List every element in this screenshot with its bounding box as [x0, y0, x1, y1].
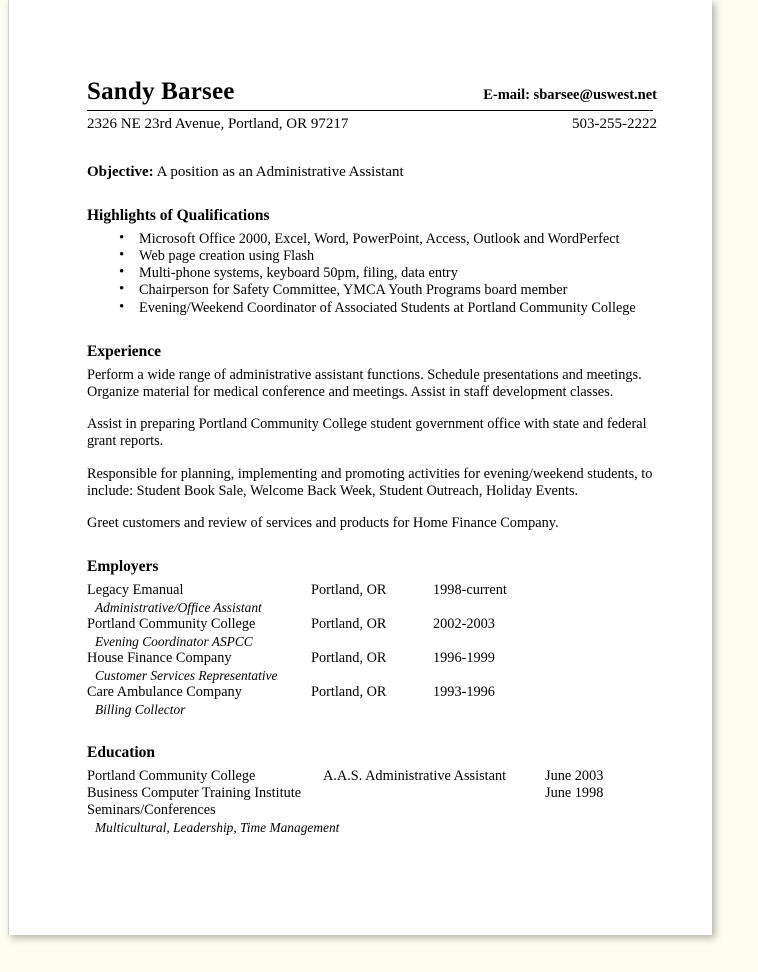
employer-name: House Finance Company	[87, 650, 232, 667]
education-list	[87, 768, 657, 836]
candidate-address: 2326 NE 23rd Avenue, Portland, OR 97217	[87, 115, 349, 132]
objective-label: Objective:	[87, 163, 154, 180]
employer-location: Portland, OR	[311, 582, 387, 599]
list-item: • Evening/Weekend Coordinator of Associated Students at Portland Community College	[87, 300, 657, 317]
section-heading-education: Education	[87, 744, 156, 762]
employer-location: Portland, OR	[311, 650, 387, 667]
table-row	[87, 616, 657, 633]
employer-dates: 1993-1996	[433, 684, 495, 701]
education-date	[545, 802, 655, 819]
candidate-phone: 503-255-2222	[572, 115, 657, 132]
highlights-list	[87, 231, 657, 317]
employer-job-title: Evening Coordinator ASPCC	[95, 634, 253, 650]
employer-entry	[87, 616, 657, 650]
employer-job-title: Administrative/Office Assistant	[95, 600, 262, 616]
table-row	[87, 650, 657, 667]
experience-paragraph: Greet customers and review of services and products for Home Finance Company.	[87, 514, 559, 531]
employer-entry	[87, 582, 657, 616]
section-heading-highlights: Highlights of Qualifications	[87, 206, 270, 224]
section-heading-experience: Experience	[87, 342, 162, 360]
list-item: • Multi-phone systems, keyboard 50pm, filing, data entry	[87, 265, 657, 282]
employer-entry	[87, 684, 657, 718]
candidate-email: E-mail: sbarsee@uswest.net	[483, 87, 657, 103]
education-seminars-note: Multicultural, Leadership, Time Management	[95, 820, 340, 836]
employer-location: Portland, OR	[311, 684, 387, 701]
table-row	[87, 582, 657, 599]
table-row	[87, 802, 657, 819]
employer-name: Portland Community College	[87, 616, 256, 633]
experience-paragraph: Responsible for planning, implementing and promoting activities for evening/weekend students, to include: Student Book Sale, Welcome Back Week, Student Outreach, Holiday Events.	[87, 465, 653, 499]
list-item: • Microsoft Office 2000, Excel, Word, PowerPoint, Access, Outlook and WordPerfect	[87, 231, 657, 248]
header-divider	[87, 110, 653, 111]
experience-body	[87, 367, 657, 532]
education-date: June 2003	[545, 768, 604, 785]
education-school: Seminars/Conferences	[87, 802, 216, 819]
employer-name: Care Ambulance Company	[87, 684, 242, 701]
education-date: June 1998	[545, 785, 604, 802]
objective-text: A position as an Administrative Assistant	[156, 163, 404, 180]
objective-line	[87, 164, 657, 181]
employer-dates: 1996-1999	[433, 650, 495, 667]
education-school: Business Computer Training Institute	[87, 785, 302, 802]
resume-page	[8, 0, 712, 935]
resume-content	[87, 78, 657, 836]
employer-job-title: Billing Collector	[95, 702, 186, 718]
resume-header	[87, 78, 657, 107]
education-school: Portland Community College	[87, 768, 256, 785]
employer-dates: 2002-2003	[433, 616, 495, 633]
section-heading-employers: Employers	[87, 558, 159, 576]
employer-name: Legacy Emanual	[87, 582, 184, 599]
table-row	[87, 768, 657, 785]
education-degree: A.A.S. Administrative Assistant	[323, 768, 507, 785]
employer-job-title: Customer Services Representative	[95, 668, 278, 684]
list-item: • Chairperson for Safety Committee, YMCA Youth Programs board member	[87, 282, 657, 299]
employers-list	[87, 582, 657, 718]
employer-entry	[87, 650, 657, 684]
list-item: • Web page creation using Flash	[87, 248, 657, 265]
contact-row	[87, 116, 657, 133]
employer-location: Portland, OR	[311, 616, 387, 633]
education-degree	[323, 802, 545, 819]
table-row	[87, 785, 657, 802]
experience-paragraph: Assist in preparing Portland Community College student government office with state and federal grant reports.	[87, 416, 647, 450]
experience-paragraph: Perform a wide range of administrative assistant functions. Schedule presentations and meetings. Organize material for medical conference and meetings. Assist in staff development classes.	[87, 366, 642, 400]
education-degree	[323, 785, 545, 802]
table-row	[87, 684, 657, 701]
candidate-name: Sandy Barsee	[87, 78, 235, 105]
employer-dates: 1998-current	[433, 582, 507, 599]
